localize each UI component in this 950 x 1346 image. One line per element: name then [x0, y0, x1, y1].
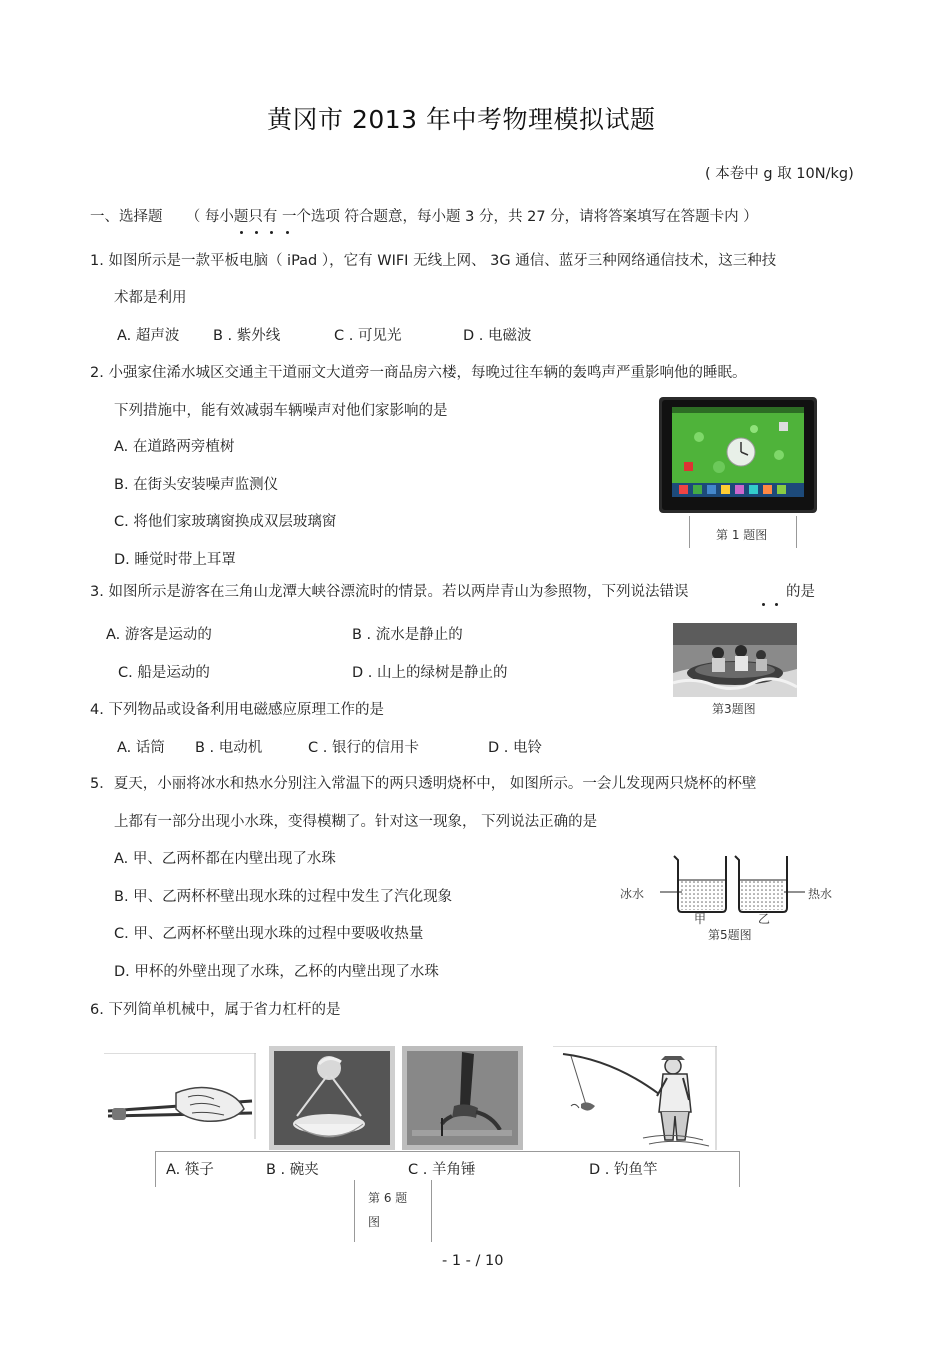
q6-option-a: A. 筷子 — [166, 1162, 214, 1178]
q3-option-b: B . 流水是静止的 — [352, 627, 463, 643]
q4-option-a: A. 话筒 — [117, 740, 165, 756]
fig6-caption-frame-left — [354, 1180, 355, 1242]
q1-option-a: A. 超声波 — [117, 328, 180, 344]
q1-option-b: B . 紫外线 — [213, 328, 281, 344]
fig6-caption-frame-right — [431, 1180, 432, 1242]
question-3-line1: 3. 如图所示是游客在三角山龙潭大峡谷漂流时的情景。若以两岸青山为参照物，下列说法错误 — [90, 584, 689, 600]
emphasis-dot — [775, 603, 778, 606]
emphasis-dot — [270, 231, 273, 234]
beakers-diagram — [660, 852, 805, 916]
chopsticks-image — [104, 1053, 256, 1139]
q2-option-c: C. 将他们家玻璃窗换成双层玻璃窗 — [114, 514, 337, 530]
fig5-caption: 第5题图 — [708, 928, 752, 942]
fig6-frame-top — [155, 1151, 739, 1152]
emphasis-dot — [255, 231, 258, 234]
emphasis-dot — [286, 231, 289, 234]
fig1-frame-right — [796, 516, 797, 548]
fig5-label-yi: 乙 — [758, 912, 771, 926]
q2-option-d: D. 睡觉时带上耳罩 — [114, 552, 236, 568]
section-instruction-pre: （ 每小题只有 — [185, 209, 278, 225]
question-5-line2: 上都有一部分出现小水珠，变得模糊了。针对这一现象， 下列说法正确的是 — [114, 814, 598, 830]
fig5-label-ice-water: 冰水 — [620, 887, 645, 901]
page-title: 黄冈市 2013 年中考物理模拟试题 — [267, 105, 656, 134]
q5-option-a: A. 甲、乙两杯都在内壁出现了水珠 — [114, 851, 336, 867]
q3-option-d: D . 山上的绿树是静止的 — [352, 665, 508, 681]
emphasis-dot — [240, 231, 243, 234]
note-gravity: ( 本卷中 g 取 10N/kg) — [705, 166, 854, 182]
fig3-caption: 第3题图 — [712, 702, 756, 716]
emphasis-dot — [762, 603, 765, 606]
q5-option-d: D. 甲杯的外壁出现了水珠，乙杯的内壁出现了水珠 — [114, 964, 439, 980]
question-5-line1: 5．夏天，小丽将冰水和热水分别注入常温下的两只透明烧杯中， 如图所示。一会儿发现两只烧杯的杯壁 — [90, 776, 757, 792]
q6-option-c: C . 羊角锤 — [408, 1162, 476, 1178]
q6-option-d: D . 钓鱼竿 — [589, 1162, 658, 1178]
q3-option-a: A. 游客是运动的 — [106, 627, 212, 643]
section-title: 一、选择题 — [90, 209, 163, 225]
q1-option-c: C . 可见光 — [334, 328, 402, 344]
question-6-line1: 6. 下列简单机械中，属于省力杠杆的是 — [90, 1002, 341, 1018]
q4-option-d: D . 电铃 — [488, 740, 542, 756]
q4-option-c: C . 银行的信用卡 — [308, 740, 419, 756]
page-number: - 1 - / 10 — [442, 1253, 504, 1269]
question-1-line1: 1. 如图所示是一款平板电脑（ iPad ），它有 WIFI 无线上网、 3G 通信、蓝牙三种网络通信技术，这三种技 — [90, 253, 777, 269]
q2-option-b: B. 在街头安装噪声监测仪 — [114, 477, 279, 493]
fig5-label-hot-water: 热水 — [808, 887, 833, 901]
question-2-line2: 下列措施中，能有效减弱车辆噪声对他们家影响的是 — [114, 403, 448, 419]
q5-option-c: C. 甲、乙两杯杯壁出现水珠的过程中要吸收热量 — [114, 926, 424, 942]
claw-hammer-image — [402, 1046, 523, 1150]
question-2-line1: 2. 小强家住浠水城区交通主干道丽文大道旁一商品房六楼，每晚过往车辆的轰鸣声严重影响他的睡眠。 — [90, 365, 747, 381]
question-3-line1-end: 的是 — [786, 584, 815, 600]
section-instruction-emph: 一个选项 — [281, 209, 340, 225]
fig6-caption-line2: 图 — [368, 1215, 381, 1229]
q1-option-d: D . 电磁波 — [463, 328, 532, 344]
rafting-photo — [673, 623, 797, 697]
fig6-frame-left — [155, 1151, 156, 1187]
q2-option-a: A. 在道路两旁植树 — [114, 439, 235, 455]
fig6-caption-line1: 第 6 题 — [368, 1191, 408, 1205]
question-4-line1: 4. 下列物品或设备利用电磁感应原理工作的是 — [90, 702, 384, 718]
q6-option-b: B . 碗夹 — [266, 1162, 319, 1178]
fig1-frame-left — [689, 516, 690, 548]
bowl-clip-image — [269, 1046, 395, 1150]
q5-option-b: B. 甲、乙两杯杯壁出现水珠的过程中发生了汽化现象 — [114, 889, 453, 905]
fig6-frame-right — [739, 1151, 740, 1187]
section-instruction-post: 符合题意，每小题 3 分，共 27 分，请将答案填写在答题卡内 ） — [344, 209, 758, 225]
section-heading — [90, 208, 758, 226]
fig5-label-jia: 甲 — [694, 912, 707, 926]
q4-option-b: B . 电动机 — [195, 740, 263, 756]
fishing-rod-image — [553, 1046, 717, 1150]
question-1-line2: 术都是利用 — [114, 290, 187, 306]
fig1-caption: 第 1 题图 — [716, 528, 768, 542]
tablet-figure — [659, 397, 817, 513]
q3-option-c: C. 船是运动的 — [118, 665, 210, 681]
